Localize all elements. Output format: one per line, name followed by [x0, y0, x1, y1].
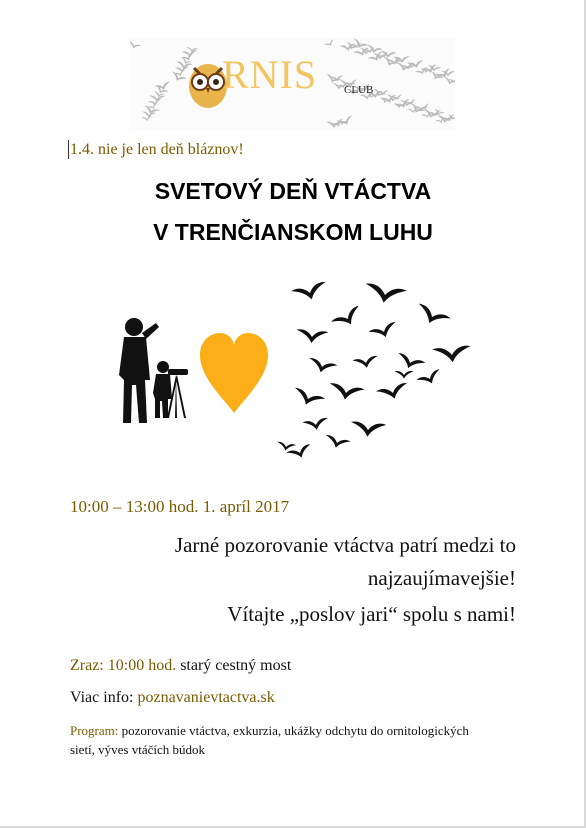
flying-birds-icon — [276, 281, 472, 462]
text-cursor — [68, 140, 69, 159]
bird-icon — [296, 329, 329, 344]
info-link[interactable]: poznavanievtactva.sk — [137, 689, 275, 706]
bird-icon — [130, 41, 141, 51]
event-pitch-line: Jarné pozorovanie vtáctva patrí medzi to — [174, 533, 516, 557]
bird-icon — [141, 116, 153, 122]
bird-icon — [148, 99, 163, 107]
page-title: SVETOVÝ DEŇ VTÁCTVA — [154, 178, 432, 204]
bird-icon — [432, 345, 472, 364]
program-text: pozorovanie vtáctva, exkurzia, ukážky odchytu do ornitologických sietí, výves vtáčích búdok — [70, 723, 469, 757]
program-description — [70, 721, 490, 759]
bird-icon — [345, 42, 360, 52]
bird-icon — [419, 103, 431, 112]
more-info — [70, 689, 275, 707]
bird-icon — [337, 115, 355, 128]
meeting-value: starý cestný most — [180, 657, 292, 674]
illustration — [0, 275, 586, 465]
bird-icon — [368, 321, 399, 342]
birdwatchers-icon — [119, 318, 188, 423]
program-label: Program: — [70, 723, 119, 738]
bird-icon — [307, 357, 338, 376]
page-subtitle: V TRENČIANSKOM LUHU — [153, 219, 433, 245]
bird-icon — [291, 387, 325, 410]
bird-icon — [302, 417, 329, 431]
bird-icon — [395, 352, 426, 373]
meeting-point — [70, 657, 291, 675]
heart-icon — [200, 333, 268, 413]
bird-icon — [328, 383, 365, 403]
bird-icon — [429, 71, 444, 82]
event-welcome: Vítajte „poslov jari“ spolu s nami! — [227, 602, 516, 626]
event-time: 10:00 – 13:00 hod. 1. apríl 2017 — [70, 497, 290, 516]
logo-club-text: CLUB — [344, 84, 374, 96]
bird-icon — [363, 283, 407, 307]
bird-icon — [376, 382, 410, 403]
ornis-logo — [130, 38, 455, 131]
info-label: Viac info: — [70, 689, 134, 706]
bird-icon — [416, 369, 444, 389]
bird-icon — [352, 355, 379, 369]
meeting-label: Zraz: 10:00 hod. — [70, 657, 177, 674]
bird-icon — [323, 434, 350, 450]
bird-icon — [324, 74, 342, 86]
bird-icon — [331, 305, 365, 332]
bird-icon — [291, 281, 329, 304]
bird-icon — [367, 51, 385, 64]
logo-brand-text: RNIS — [222, 52, 318, 97]
kicker-text: 1.4. nie je len deň bláznov! — [70, 141, 244, 158]
event-pitch-line: najzaujímavejšie! — [367, 566, 516, 590]
bird-icon — [350, 421, 386, 438]
bird-icon — [324, 39, 336, 48]
bird-icon — [394, 371, 413, 379]
bird-icon — [413, 303, 451, 331]
